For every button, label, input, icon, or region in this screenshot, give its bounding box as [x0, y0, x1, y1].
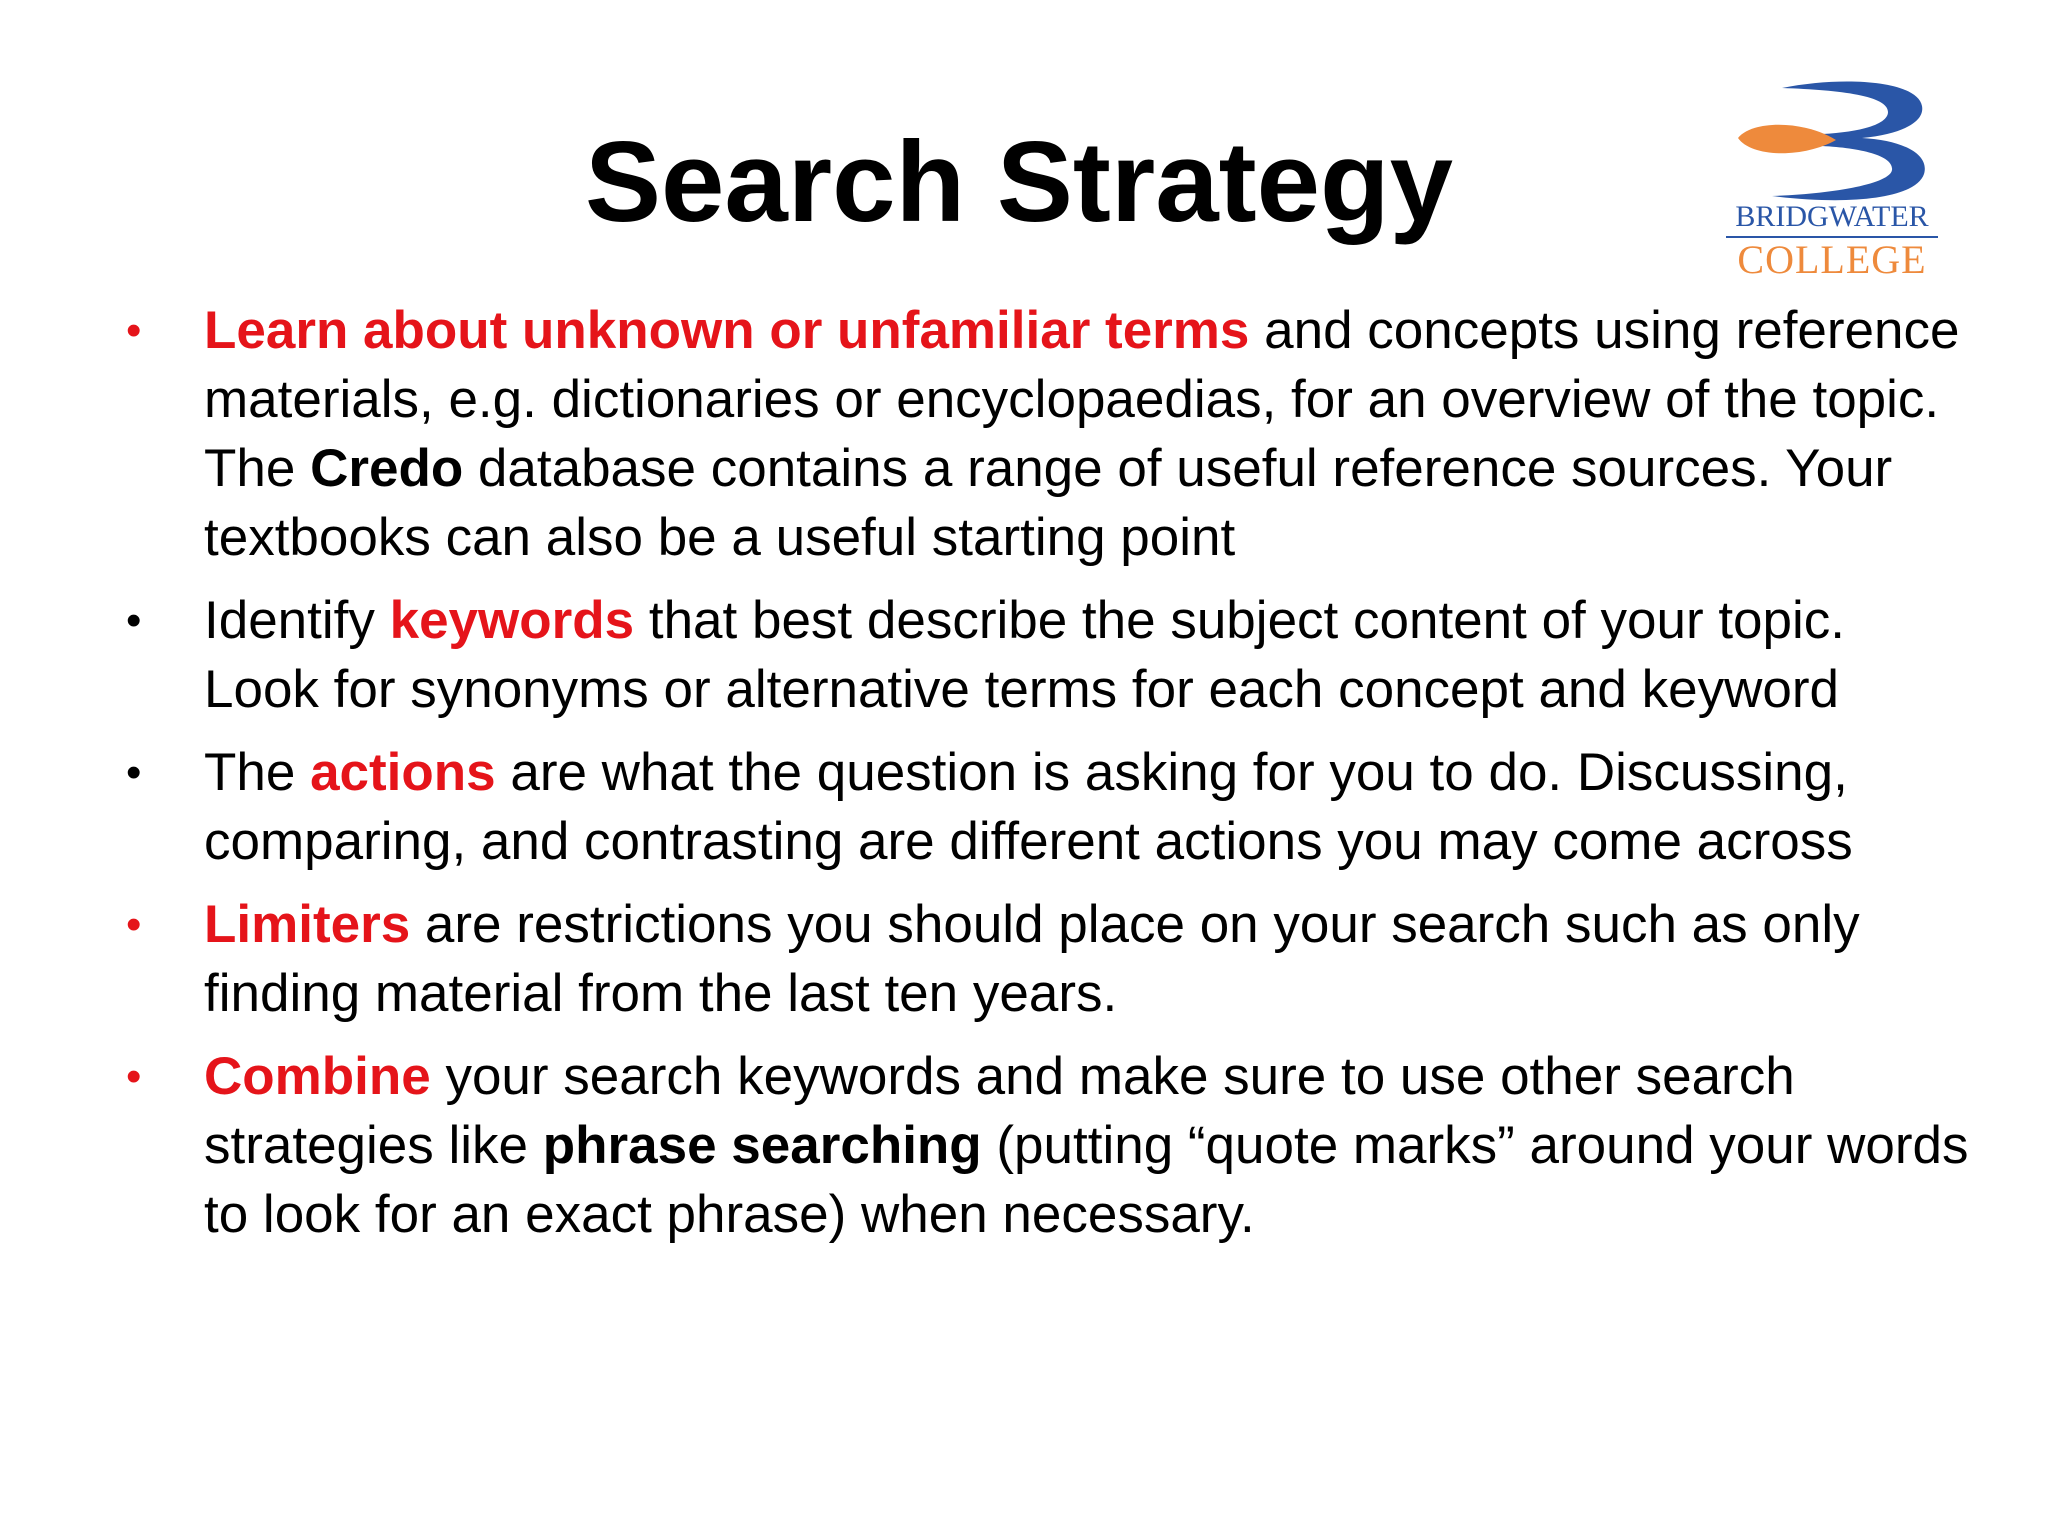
body-text: database contains a range of useful reference sources. Your textbooks can also be a useful starting point: [204, 439, 1893, 567]
bullet-item-keywords: [120, 586, 1970, 724]
bullet-list: [120, 296, 1970, 1263]
bullet-marker: •: [126, 596, 142, 645]
bullet-item-actions: [120, 738, 1970, 876]
highlight-text: Limiters: [204, 895, 411, 954]
highlight-text: Learn about unknown or unfamiliar terms: [204, 301, 1250, 360]
highlight-text: actions: [310, 743, 496, 802]
body-text: that best describe the subject content of your topic. Look for synonyms or alternative terms for each concept and keyword: [204, 591, 1845, 719]
bullet-item-combine: [120, 1042, 1970, 1249]
body-text: and concepts using reference materials, e.g. dictionaries or encyclopaedias, for an overview of the topic. The: [204, 301, 1960, 498]
bullet-marker: •: [126, 1052, 142, 1101]
body-text: (putting “quote marks” around your words to look for an exact phrase) when necessary.: [204, 1116, 1969, 1244]
highlight-text: keywords: [389, 591, 635, 650]
body-text: Identify: [204, 591, 390, 650]
body-text: your search keywords and make sure to use other search strategies like: [204, 1047, 1795, 1175]
bold-text: Credo: [310, 439, 464, 498]
body-text: are restrictions you should place on your search such as only finding material from the last ten years.: [204, 895, 1860, 1023]
bridgwater-college-logo: [1712, 78, 1952, 288]
logo-text-college: COLLEGE: [1737, 237, 1927, 282]
bullet-marker: •: [126, 748, 142, 797]
bullet-marker: •: [126, 306, 142, 355]
logo-swoosh-icon: [1712, 78, 1952, 203]
logo-text-bridgwater: BRIDGWATER: [1735, 200, 1929, 233]
slide-title: Search Strategy: [584, 119, 1454, 246]
bullet-item-limiters: [120, 890, 1970, 1028]
bullet-item-terms: [120, 296, 1970, 572]
highlight-text: Combine: [204, 1047, 431, 1106]
bullet-marker: •: [126, 900, 142, 949]
body-text: The: [204, 743, 311, 802]
body-text: are what the question is asking for you to do. Discussing, comparing, and contrasting are different actions you may come across: [204, 743, 1853, 871]
bold-text: phrase searching: [542, 1116, 982, 1175]
